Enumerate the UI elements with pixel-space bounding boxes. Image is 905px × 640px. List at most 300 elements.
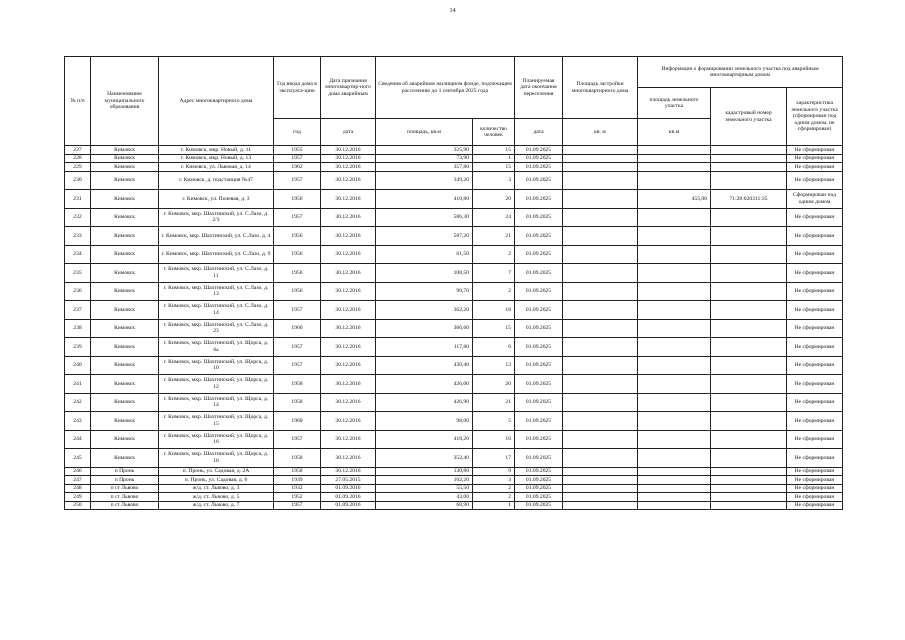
row-planned-date: 01.09.2025 <box>515 467 563 476</box>
row-area: 410,80 <box>376 190 473 209</box>
row-land-area <box>638 356 711 375</box>
row-people: 15 <box>473 163 515 172</box>
row-land-area <box>638 501 711 510</box>
row-land-characteristic: Не сформирован <box>787 338 843 357</box>
row-recognition-date: 30.12.2016 <box>321 163 376 172</box>
row-number: 245 <box>65 449 91 468</box>
row-number: 242 <box>65 393 91 412</box>
row-recognition-date: 01.09.2016 <box>321 493 376 502</box>
row-building-area <box>563 430 638 449</box>
row-land-characteristic: Не сформирован <box>787 208 843 227</box>
row-land-area <box>638 449 711 468</box>
row-planned-date: 01.09.2025 <box>515 282 563 301</box>
row-municipality: Кимовск <box>91 430 159 449</box>
row-municipality: Кимовск <box>91 393 159 412</box>
row-year: 1958 <box>274 375 321 394</box>
row-land-characteristic: Не сформирован <box>787 412 843 431</box>
row-address: п. Пронь, ул. Садовая, д. 6 <box>159 476 274 485</box>
row-year: 1952 <box>274 493 321 502</box>
table-row <box>65 190 843 209</box>
row-building-area <box>563 171 638 190</box>
row-building-area <box>563 476 638 485</box>
table-body <box>65 146 843 510</box>
row-area: 587,20 <box>376 227 473 246</box>
row-land-characteristic: Не сформирован <box>787 493 843 502</box>
row-land-area <box>638 301 711 320</box>
row-year: 1957 <box>274 501 321 510</box>
row-address: г. Кимовск, мкр. Шахтинский, ул. С.Лазо, д. 23 <box>159 319 274 338</box>
row-number: 240 <box>65 356 91 375</box>
row-cadastral <box>711 301 787 320</box>
row-area: 352,40 <box>376 449 473 468</box>
row-year: 1956 <box>274 190 321 209</box>
row-people: 20 <box>473 375 515 394</box>
row-address: г. Кимовск, мкр. Шахтинский, ул. С.Лазо, д. 14 <box>159 301 274 320</box>
row-number: 233 <box>65 227 91 246</box>
row-recognition-date: 30.12.2016 <box>321 171 376 190</box>
row-municipality: Кимовск <box>91 375 159 394</box>
row-address: ж/д. ст. Львово, д. 7 <box>159 501 274 510</box>
row-recognition-date: 30.12.2016 <box>321 154 376 163</box>
table-row <box>65 163 843 172</box>
unit-area: площадь, кв.м <box>376 119 473 146</box>
row-land-area <box>638 154 711 163</box>
row-building-area <box>563 449 638 468</box>
table-row <box>65 154 843 163</box>
row-planned-date: 01.09.2025 <box>515 208 563 227</box>
header-row-1 <box>65 57 843 88</box>
row-land-area <box>638 338 711 357</box>
table-row <box>65 319 843 338</box>
row-people: 16 <box>473 430 515 449</box>
row-land-area <box>638 393 711 412</box>
row-recognition-date: 30.12.2016 <box>321 190 376 209</box>
row-address: г. Кимовск, мкр. Шахтинский, ул. С.Лазо, д. 4 <box>159 227 274 246</box>
row-recognition-date: 30.12.2016 <box>321 412 376 431</box>
row-land-area <box>638 208 711 227</box>
row-land-characteristic: Не сформирован <box>787 501 843 510</box>
row-year: 1932 <box>274 484 321 493</box>
row-cadastral <box>711 338 787 357</box>
row-land-area <box>638 282 711 301</box>
unit-people: количество человек <box>473 119 515 146</box>
row-building-area <box>563 146 638 155</box>
row-cadastral <box>711 208 787 227</box>
row-planned-date: 01.09.2025 <box>515 412 563 431</box>
row-planned-date: 01.09.2025 <box>515 449 563 468</box>
row-recognition-date: 27.05.2015 <box>321 476 376 485</box>
row-land-area <box>638 146 711 155</box>
row-planned-date: 01.09.2025 <box>515 163 563 172</box>
row-number: 228 <box>65 154 91 163</box>
row-people: 24 <box>473 208 515 227</box>
table-row <box>65 245 843 264</box>
row-number: 230 <box>65 171 91 190</box>
row-address: г. Кимовск, мкр. Шахтинский, ул. С.Лазо, д. 9 <box>159 245 274 264</box>
row-address: г. Кимовск, мкр. Шахтинский, ул. Щорса, д. 18 <box>159 449 274 468</box>
row-planned-date: 01.09.2025 <box>515 356 563 375</box>
row-building-area <box>563 356 638 375</box>
row-municipality: Кимовск <box>91 264 159 283</box>
table-row <box>65 146 843 155</box>
row-building-area <box>563 501 638 510</box>
row-area: 55,50 <box>376 484 473 493</box>
row-building-area <box>563 190 638 209</box>
row-number: 231 <box>65 190 91 209</box>
row-number: 243 <box>65 412 91 431</box>
row-people: 2 <box>473 493 515 502</box>
row-building-area <box>563 208 638 227</box>
row-address: г. Кимовск, ул. Полевая, д. 3 <box>159 190 274 209</box>
row-cadastral <box>711 501 787 510</box>
row-year: 1956 <box>274 227 321 246</box>
row-year: 1956 <box>274 282 321 301</box>
row-land-area <box>638 484 711 493</box>
row-year: 1958 <box>274 449 321 468</box>
table-row <box>65 393 843 412</box>
row-building-area <box>563 154 638 163</box>
header-fund-group: Сведения об аварийном жилищном фонде, подлежащем расселению до 1 сентября 2025 года <box>376 57 515 119</box>
row-land-characteristic: Не сформирован <box>787 301 843 320</box>
row-land-area <box>638 264 711 283</box>
header-cadastral: кадастровый номер земельного участка <box>711 88 787 146</box>
row-address: г. Кимовск, мкр. Шахтинский, ул. Щорса, д. 15 <box>159 412 274 431</box>
row-building-area <box>563 264 638 283</box>
row-year: 1957 <box>274 338 321 357</box>
row-municipality: п ст Львово <box>91 501 159 510</box>
row-cadastral <box>711 467 787 476</box>
row-land-area <box>638 493 711 502</box>
row-municipality: Кимовск <box>91 245 159 264</box>
row-area: 98,00 <box>376 412 473 431</box>
row-cadastral: 71:28:020311:35 <box>711 190 787 209</box>
row-number: 248 <box>65 484 91 493</box>
row-land-characteristic: Не сформирован <box>787 467 843 476</box>
row-municipality: Кимовск <box>91 319 159 338</box>
row-area: 61,50 <box>376 245 473 264</box>
row-municipality: Кимовск <box>91 227 159 246</box>
document-sheet <box>64 56 842 510</box>
row-planned-date: 01.09.2025 <box>515 154 563 163</box>
row-year: 1957 <box>274 154 321 163</box>
row-number: 247 <box>65 476 91 485</box>
row-recognition-date: 30.12.2016 <box>321 282 376 301</box>
table-row <box>65 449 843 468</box>
row-cadastral <box>711 163 787 172</box>
table-row <box>65 501 843 510</box>
row-address: г. Кимовск, мкр. Шахтинский, ул. С.Лазо, д. 13 <box>159 282 274 301</box>
row-number: 244 <box>65 430 91 449</box>
row-people: 20 <box>473 190 515 209</box>
row-people: 18 <box>473 301 515 320</box>
row-year: 1958 <box>274 393 321 412</box>
row-year: 1960 <box>274 319 321 338</box>
row-building-area <box>563 227 638 246</box>
row-year: 1955 <box>274 146 321 155</box>
table-row <box>65 264 843 283</box>
row-year: 1962 <box>274 163 321 172</box>
row-address: п. Пронь, ул. Садовая, д. 2А <box>159 467 274 476</box>
row-number: 246 <box>65 467 91 476</box>
row-planned-date: 01.09.2025 <box>515 227 563 246</box>
row-area: 68,90 <box>376 501 473 510</box>
row-number: 235 <box>65 264 91 283</box>
row-municipality: Кимовск <box>91 282 159 301</box>
row-address: г. Кимовск, мкр. Шахтинский, ул. С.Лазо, д. 11 <box>159 264 274 283</box>
row-cadastral <box>711 154 787 163</box>
row-land-area <box>638 163 711 172</box>
row-people: 21 <box>473 227 515 246</box>
row-recognition-date: 30.12.2016 <box>321 264 376 283</box>
row-building-area <box>563 467 638 476</box>
row-cadastral <box>711 146 787 155</box>
row-municipality: Кимовск <box>91 154 159 163</box>
row-land-characteristic: Не сформирован <box>787 282 843 301</box>
row-people: 2 <box>473 484 515 493</box>
row-year: 1957 <box>274 208 321 227</box>
row-planned-date: 01.09.2025 <box>515 301 563 320</box>
row-land-characteristic: Не сформирован <box>787 430 843 449</box>
table-row <box>65 227 843 246</box>
row-year: 1957 <box>274 171 321 190</box>
table-row <box>65 208 843 227</box>
row-building-area <box>563 282 638 301</box>
row-planned-date: 01.09.2025 <box>515 484 563 493</box>
row-address: ж/д. ст. Львово, д. 3 <box>159 484 274 493</box>
table-row <box>65 338 843 357</box>
row-number: 227 <box>65 146 91 155</box>
row-municipality: п ст Львово <box>91 493 159 502</box>
row-address: г. Кимовск, мкр. Шахтинский, ул. Щорса, д. 16 <box>159 430 274 449</box>
header-land-area: площадь земельного участка <box>638 88 711 119</box>
row-cadastral <box>711 393 787 412</box>
row-recognition-date: 30.12.2016 <box>321 319 376 338</box>
row-planned-date: 01.09.2025 <box>515 393 563 412</box>
row-people: 15 <box>473 319 515 338</box>
row-people: 1 <box>473 154 515 163</box>
row-municipality: Кимовск <box>91 338 159 357</box>
row-area: 43,00 <box>376 493 473 502</box>
table-row <box>65 493 843 502</box>
row-planned-date: 01.09.2025 <box>515 375 563 394</box>
row-cadastral <box>711 282 787 301</box>
row-area: 102,20 <box>376 476 473 485</box>
row-recognition-date: 30.12.2016 <box>321 245 376 264</box>
table-row <box>65 476 843 485</box>
row-cadastral <box>711 319 787 338</box>
row-cadastral <box>711 375 787 394</box>
row-cadastral <box>711 449 787 468</box>
header-land-characteristic: характеристика земельного участка (сформирован под одним домом, не сформирован) <box>787 88 843 146</box>
row-area: 430,40 <box>376 356 473 375</box>
row-recognition-date: 30.12.2016 <box>321 227 376 246</box>
header-address: Адрес многоквартирного дома <box>159 57 274 146</box>
row-area: 73,90 <box>376 154 473 163</box>
row-recognition-date: 30.12.2016 <box>321 338 376 357</box>
row-land-area <box>638 476 711 485</box>
header-land-group: Информация о формировании земельного участка под аварийным многоквартирным домом <box>638 57 843 88</box>
table-row <box>65 412 843 431</box>
row-land-characteristic: Не сформирован <box>787 319 843 338</box>
row-area: 325,90 <box>376 146 473 155</box>
row-land-characteristic: Не сформирован <box>787 356 843 375</box>
row-year: 1960 <box>274 412 321 431</box>
row-address: г. Кимовск, ул. Львовая, д. 14 <box>159 163 274 172</box>
row-municipality: Кимовск <box>91 301 159 320</box>
row-people: 3 <box>473 476 515 485</box>
header-planned-date: Планируемая дата окончания переселения <box>515 57 563 119</box>
row-number: 241 <box>65 375 91 394</box>
row-municipality: Кимовск <box>91 190 159 209</box>
row-municipality: п Пронь <box>91 476 159 485</box>
row-building-area <box>563 484 638 493</box>
row-people: 5 <box>473 412 515 431</box>
row-area: 108,50 <box>376 264 473 283</box>
table-row <box>65 282 843 301</box>
row-number: 232 <box>65 208 91 227</box>
row-people: 3 <box>473 171 515 190</box>
row-people: 9 <box>473 467 515 476</box>
row-area: 426,90 <box>376 393 473 412</box>
row-cadastral <box>711 264 787 283</box>
header-municipality: Наименование муниципального образования <box>91 57 159 146</box>
row-building-area <box>563 375 638 394</box>
row-cadastral <box>711 227 787 246</box>
row-planned-date: 01.09.2025 <box>515 501 563 510</box>
row-address: г. Кимовск, мкр. Новый, д. 13 <box>159 154 274 163</box>
row-building-area <box>563 163 638 172</box>
row-area: 349,20 <box>376 171 473 190</box>
row-people: 2 <box>473 245 515 264</box>
table-row <box>65 467 843 476</box>
row-recognition-date: 30.12.2016 <box>321 449 376 468</box>
row-area: 117,80 <box>376 338 473 357</box>
row-recognition-date: 01.09.2016 <box>321 501 376 510</box>
row-cadastral <box>711 484 787 493</box>
row-area: 426,00 <box>376 375 473 394</box>
row-year: 1957 <box>274 430 321 449</box>
row-address: г. Кимовск, мкр. Шахтинский, ул. С.Лазо, д. 2/3 <box>159 208 274 227</box>
row-area: 418,20 <box>376 430 473 449</box>
row-cadastral <box>711 430 787 449</box>
row-land-characteristic: Не сформирован <box>787 154 843 163</box>
row-people: 15 <box>473 146 515 155</box>
row-land-area <box>638 245 711 264</box>
row-building-area <box>563 412 638 431</box>
row-people: 7 <box>473 264 515 283</box>
row-land-area <box>638 319 711 338</box>
table-row <box>65 356 843 375</box>
row-municipality: Кимовск <box>91 163 159 172</box>
row-land-characteristic: Не сформирован <box>787 163 843 172</box>
row-land-area <box>638 227 711 246</box>
row-municipality: Кимовск <box>91 208 159 227</box>
unit-building: кв. м <box>563 119 638 146</box>
row-people: 21 <box>473 393 515 412</box>
row-land-area <box>638 430 711 449</box>
row-land-characteristic: Не сформирован <box>787 264 843 283</box>
table-row <box>65 430 843 449</box>
row-land-characteristic: Не сформирован <box>787 227 843 246</box>
row-municipality: Кимовск <box>91 171 159 190</box>
row-year: 1957 <box>274 301 321 320</box>
row-planned-date: 01.09.2025 <box>515 493 563 502</box>
row-cadastral <box>711 476 787 485</box>
row-land-area <box>638 412 711 431</box>
row-area: 90,70 <box>376 282 473 301</box>
row-cadastral <box>711 171 787 190</box>
row-area: 586,30 <box>376 208 473 227</box>
row-recognition-date: 30.12.2016 <box>321 356 376 375</box>
row-recognition-date: 30.12.2016 <box>321 375 376 394</box>
row-land-area <box>638 171 711 190</box>
header-year: Год ввода дома в эксплуата-цию <box>274 57 321 119</box>
header-building-area: Площадь застройки многоквартирного дома <box>563 57 638 119</box>
row-area: 130,80 <box>376 467 473 476</box>
emergency-housing-table <box>64 56 843 510</box>
row-cadastral <box>711 493 787 502</box>
row-recognition-date: 30.12.2016 <box>321 208 376 227</box>
row-people: 13 <box>473 356 515 375</box>
table-row <box>65 484 843 493</box>
row-land-area: 455,00 <box>638 190 711 209</box>
row-address: г. Кимовск, мкр. Шахтинский, ул. Щорса, д. 12 <box>159 375 274 394</box>
row-recognition-date: 30.12.2016 <box>321 301 376 320</box>
row-planned-date: 01.09.2025 <box>515 319 563 338</box>
row-address: ж/д. ст. Львово, д. 5 <box>159 493 274 502</box>
row-number: 238 <box>65 319 91 338</box>
row-municipality: Кимовск <box>91 449 159 468</box>
row-number: 234 <box>65 245 91 264</box>
table-row <box>65 171 843 190</box>
row-municipality: п ст Львово <box>91 484 159 493</box>
row-year: 1956 <box>274 245 321 264</box>
row-recognition-date: 30.12.2016 <box>321 146 376 155</box>
row-recognition-date: 30.12.2016 <box>321 393 376 412</box>
row-recognition-date: 30.12.2016 <box>321 467 376 476</box>
row-people: 6 <box>473 338 515 357</box>
row-land-characteristic: Не сформирован <box>787 245 843 264</box>
row-people: 2 <box>473 282 515 301</box>
row-municipality: п Пронь <box>91 467 159 476</box>
row-people: 17 <box>473 449 515 468</box>
row-planned-date: 01.09.2025 <box>515 171 563 190</box>
row-land-characteristic: Сформирован под одним домом <box>787 190 843 209</box>
row-address: г. Кимовск, мкр. Шахтинский, ул. Щорса, д. 6а <box>159 338 274 357</box>
row-land-area <box>638 375 711 394</box>
unit-planned: дата <box>515 119 563 146</box>
row-people: 1 <box>473 501 515 510</box>
row-land-area <box>638 467 711 476</box>
unit-land: кв.м <box>638 119 711 146</box>
row-building-area <box>563 393 638 412</box>
row-cadastral <box>711 245 787 264</box>
row-area: 357,80 <box>376 163 473 172</box>
row-address: г. Кимовск, мкр. Шахтинский, ул. Щорса, д. 10 <box>159 356 274 375</box>
row-building-area <box>563 319 638 338</box>
unit-year: год <box>274 119 321 146</box>
row-municipality: Кимовск <box>91 412 159 431</box>
row-land-characteristic: Не сформирован <box>787 476 843 485</box>
header-recognition-date: Дата признания многоквартир-ного дома аварийным <box>321 57 376 119</box>
row-cadastral <box>711 412 787 431</box>
unit-date: дата <box>321 119 376 146</box>
row-planned-date: 01.09.2025 <box>515 430 563 449</box>
row-number: 229 <box>65 163 91 172</box>
row-planned-date: 01.09.2025 <box>515 190 563 209</box>
row-planned-date: 01.09.2025 <box>515 245 563 264</box>
row-planned-date: 01.09.2025 <box>515 264 563 283</box>
